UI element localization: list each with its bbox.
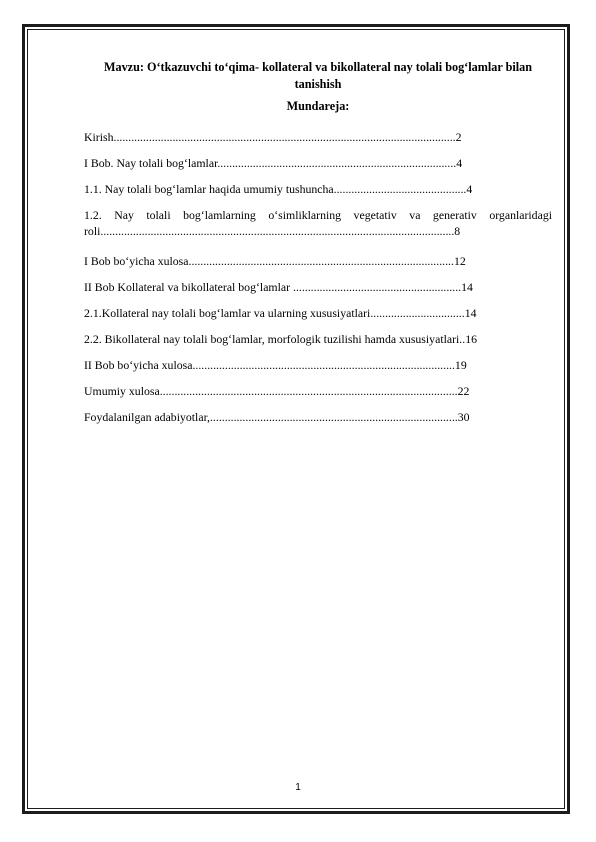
toc-entry-chapter-2-summary: II Bob bo‘yicha xulosa.........................................................................................19 bbox=[84, 358, 467, 372]
document-title: Mavzu: O‘tkazuvchi to‘qima- kollateral va bikollateral nay tolali bog‘lamlar bilan tanishish bbox=[103, 60, 533, 91]
toc-entry-kirish: Kirish....................................................................................................................2 bbox=[84, 130, 462, 144]
toc-entry-chapter-1: I Bob. Nay tolali bog‘lamlar.................................................................................4 bbox=[84, 156, 463, 170]
toc-entry-references: Foydalanilgan adabiyotlar,....................................................................................30 bbox=[84, 410, 470, 424]
toc-entry-section-2-2: 2.2. Bikollateral nay tolali bog‘lamlar, morfologik tuzilishi hamda xususiyatlari..16 bbox=[84, 332, 478, 346]
toc-entry-section-2-1: 2.1.Kollateral nay tolali bog‘lamlar va ularning xususiyatlari................................14 bbox=[84, 306, 477, 320]
toc-heading: Mundareja: bbox=[286, 99, 350, 113]
toc-entry-conclusion: Umumiy xulosa.....................................................................................................22 bbox=[84, 384, 470, 398]
toc-entry-chapter-2: II Bob Kollateral va bikollateral bog‘lamlar .........................................................14 bbox=[84, 280, 473, 294]
toc-entry-section-1-1: 1.1. Nay tolali bog‘lamlar haqida umumiy tushuncha.............................................4 bbox=[84, 182, 473, 196]
page-number: 1 bbox=[295, 782, 301, 793]
toc-entry-section-1-2: 1.2. Nay tolali bog‘lamlarning o‘simliklarning vegetativ va generativ organlaridagi roli........................................................................................................................8 bbox=[84, 208, 552, 238]
toc-entry-chapter-1-summary: I Bob bo‘yicha xulosa..........................................................................................12 bbox=[84, 254, 466, 268]
